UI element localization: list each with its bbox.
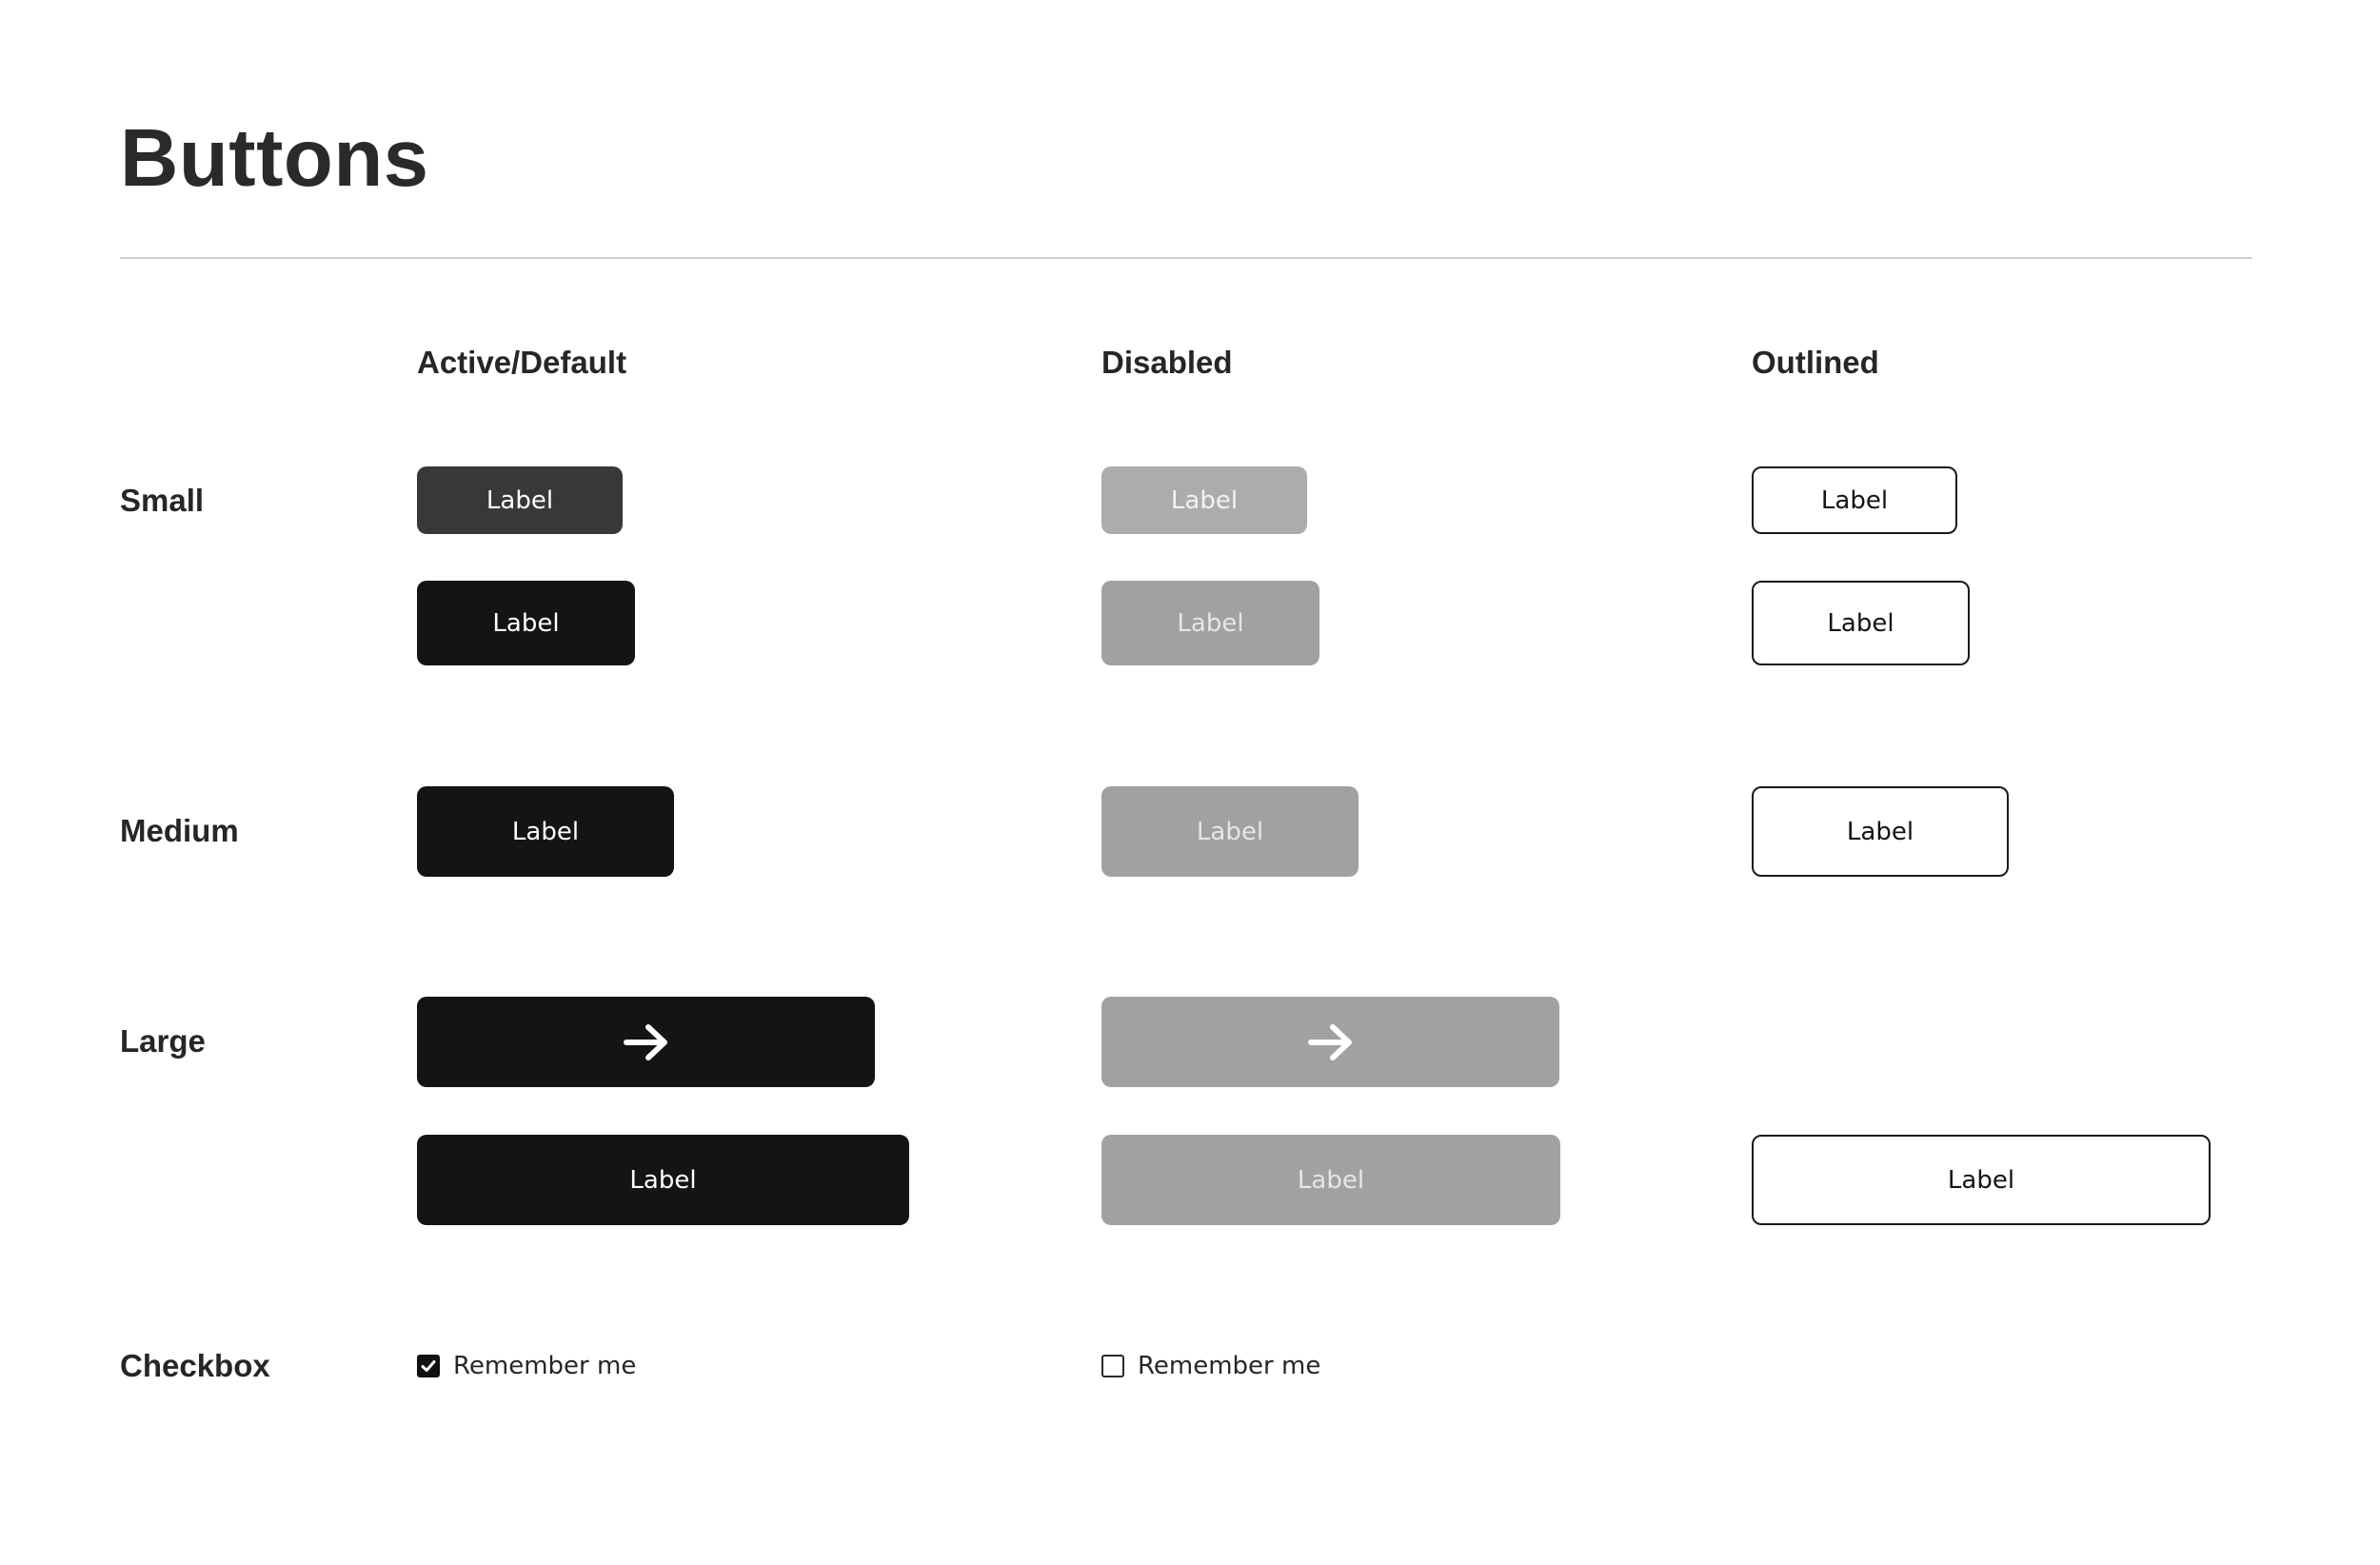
checkbox-label: Remember me bbox=[453, 1352, 637, 1380]
button-label: Label bbox=[492, 608, 560, 638]
row-label-large: Large bbox=[120, 1023, 206, 1059]
button-label: Label bbox=[1820, 485, 1889, 515]
checkbox-unchecked-icon[interactable] bbox=[1101, 1355, 1124, 1377]
checkbox-checked-icon[interactable] bbox=[417, 1355, 440, 1377]
medium-active-button[interactable] bbox=[417, 786, 674, 877]
row-label-small: Small bbox=[120, 483, 205, 518]
large-disabled-button[interactable] bbox=[1101, 1135, 1560, 1225]
medium-outlined-button[interactable] bbox=[1752, 786, 2009, 877]
button-label: Label bbox=[1947, 1165, 2015, 1195]
large-icon-disabled-button[interactable] bbox=[1101, 997, 1559, 1087]
button-label: Label bbox=[1196, 817, 1264, 846]
large-icon-active-button[interactable] bbox=[417, 997, 875, 1087]
medium-disabled-button[interactable] bbox=[1101, 786, 1359, 877]
button-label: Label bbox=[1170, 485, 1239, 515]
button-label: Label bbox=[1297, 1165, 1365, 1195]
button-label: Label bbox=[1827, 608, 1894, 638]
page-title: Buttons bbox=[120, 113, 429, 204]
column-header-outlined: Outlined bbox=[1752, 345, 1879, 380]
arrow-right-icon bbox=[623, 1023, 670, 1061]
large-active-button[interactable] bbox=[417, 1135, 909, 1225]
small-active-button[interactable] bbox=[417, 466, 623, 534]
large-outlined-button[interactable] bbox=[1752, 1135, 2211, 1225]
row-label-medium: Medium bbox=[120, 813, 239, 848]
button-label: Label bbox=[486, 485, 554, 515]
row-label-checkbox: Checkbox bbox=[120, 1348, 270, 1383]
small-disabled-button[interactable] bbox=[1101, 466, 1307, 534]
small-outlined-button-alt[interactable] bbox=[1752, 581, 1970, 665]
column-header-active: Active/Default bbox=[417, 345, 627, 380]
remember-me-checkbox-unchecked[interactable] bbox=[1101, 1350, 1320, 1382]
remember-me-checkbox-checked[interactable] bbox=[417, 1350, 636, 1382]
small-outlined-button[interactable] bbox=[1752, 466, 1957, 534]
button-label: Label bbox=[1177, 608, 1244, 638]
checkbox-label: Remember me bbox=[1138, 1352, 1321, 1380]
button-label: Label bbox=[511, 817, 580, 846]
small-active-button-alt[interactable] bbox=[417, 581, 635, 665]
button-label: Label bbox=[629, 1165, 697, 1195]
arrow-right-icon bbox=[1307, 1023, 1355, 1061]
button-label: Label bbox=[1846, 817, 1914, 846]
column-header-disabled: Disabled bbox=[1101, 345, 1233, 380]
title-divider bbox=[120, 257, 2252, 259]
small-disabled-button-alt[interactable] bbox=[1101, 581, 1319, 665]
